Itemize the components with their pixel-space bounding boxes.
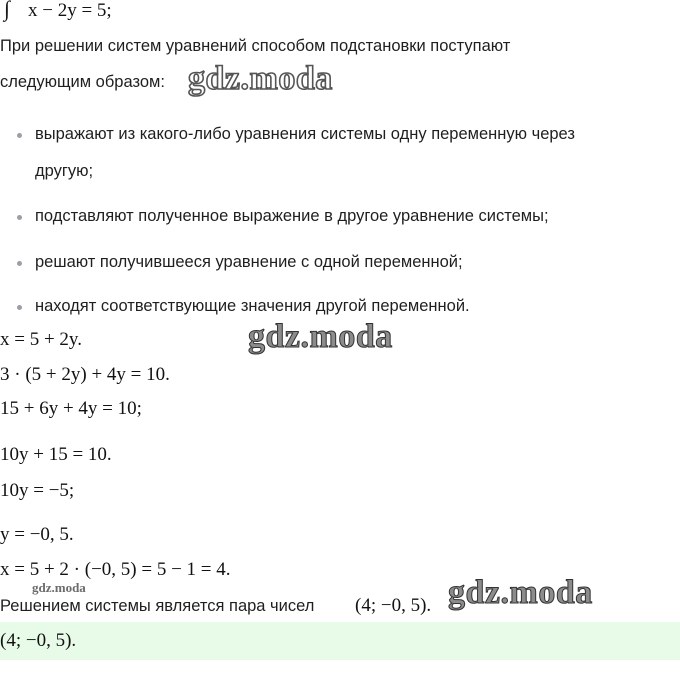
list-item: подставляют полученное выражение в другое уравнение системы; <box>35 207 549 225</box>
step-6: y = −0, 5. <box>0 524 74 545</box>
intro-line-2: следующим образом: <box>0 73 165 91</box>
list-item: выражают из какого-либо уравнения системы одну переменную через <box>35 125 575 143</box>
conclusion-text: Решением системы является пара чисел <box>0 597 315 615</box>
bullet-marker <box>17 305 22 310</box>
list-item: решают получившееся уравнение с одной переменной; <box>35 253 463 271</box>
conclusion-pair: (4; −0, 5). <box>355 595 432 616</box>
intro-line-1: При решении систем уравнений способом подстановки поступают <box>0 37 511 55</box>
bullet-marker <box>17 133 22 138</box>
bullet-marker <box>17 261 22 266</box>
system-equation: x − 2y = 5; <box>28 0 112 21</box>
watermark-small: gdz.moda <box>32 580 86 595</box>
list-item-continuation: другую; <box>35 162 94 180</box>
bullet-marker <box>17 215 22 220</box>
system-brace: ∫ <box>4 0 11 21</box>
step-2: 3 · (5 + 2y) + 4y = 10. <box>0 364 170 385</box>
step-5: 10y = −5; <box>0 480 75 501</box>
answer-highlight <box>0 622 680 660</box>
watermark-2: gdz.moda <box>248 318 393 355</box>
step-3: 15 + 6y + 4y = 10; <box>0 398 142 419</box>
step-7: x = 5 + 2 · (−0, 5) = 5 − 1 = 4. <box>0 559 231 580</box>
list-item: находят соответствующие значения другой переменной. <box>35 297 470 315</box>
step-1: x = 5 + 2y. <box>0 329 82 350</box>
step-4: 10y + 15 = 10. <box>0 444 112 465</box>
watermark-3: gdz.moda <box>448 574 593 611</box>
answer: (4; −0, 5). <box>0 630 77 651</box>
watermark-1: gdz.moda <box>188 60 333 97</box>
